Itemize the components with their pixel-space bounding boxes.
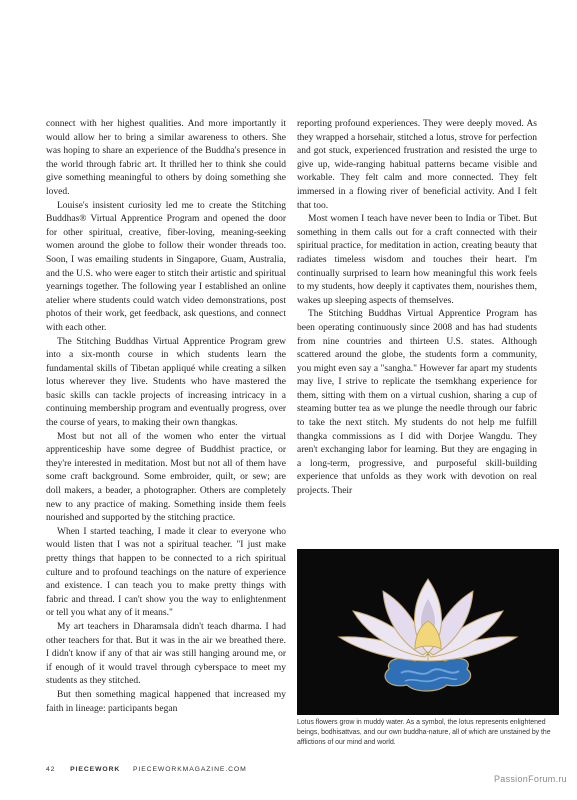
paragraph: Most women I teach have never been to India or Tibet. But something in them calls out for a craft connected with their spiritual practice, for meditation in action, creating beauty that radiates timeless wisdom and touches their heart. I'm continually surprised to learn how meaningful this work feels to my students, how deeply it captivates them, nourishes them, wakes up sleeping aspects of themselves. [297, 214, 537, 306]
paragraph: connect with her highest qualities. And more importantly it would allow her to bring a similar awareness to others. She was hoping to share an experience of the Buddha's presence in the world through fabric art. It thrilled her to think she could give something meaningful to others by doing something she loved. [46, 119, 286, 197]
page-number: 42 [46, 766, 56, 773]
magazine-name: PIECEWORK [70, 766, 121, 773]
paragraph: Louise's insistent curiosity led me to create the Stitching Buddhas® Virtual Apprentice Program and opened the door for other spiritual, creative, fiber-loving, meaning-seeking women around the globe to follow their wonder threads too. Soon, I was emailing students in Singapore, Guam, Australia, and the U.S. who were eager to stitch their artistic and spiritual yearnings together. The following year I established an online atelier where students could watch video demonstrations, post photos of their work, get feedback, ask questions, and connect with each other. [46, 200, 286, 333]
paragraph: The Stitching Buddhas Virtual Apprentice Program grew into a six-month course in which students learn the fundamental skills of Tibetan appliqué while creating a silken lotus wherever they live. Students who have mastered the basic skills can tackle projects of increasing intricacy in a continuing membership program and eventually progress, over the course of years, to making their own thangkas. [46, 336, 286, 429]
paragraph: When I started teaching, I made it clear to everyone who would listen that I was not a spiritual teacher. "I just make pretty things that happen to be connected to a rich spiritual culture and to profound teachings on the nature of experience and existence. I can teach you to make pretty things with fabric and thread. I can't show you the way to enlightenment or tell you what any of it means." [46, 526, 286, 619]
lotus-illustration [297, 549, 559, 715]
magazine-website: PIECEWORKMAGAZINE.COM [133, 766, 247, 773]
site-watermark: PassionForum.ru [493, 774, 567, 784]
article-column-left [46, 118, 286, 716]
paragraph: The Stitching Buddhas Virtual Apprentice Program has been operating continuously since 2008 and has had students from nine countries and thirteen U.S. states. Although scattered around the globe, the students form a community, you might even say a "sangha." However far apart my students may live, I strive to replicate the tsemkhang experience for them, sitting with them on a virtual cushion, sharing a cup of steaming butter tea as we plunge the needle through our fabric to take the next stitch. My students do not help me fulfill thangka commissions as I did with Dorjee Wangdu. They aren't exchanging labor for learning. But they are engaging in a long-term, progressive, and purposeful skill-building experience that unfolds as they work with devotion on real projects. Their [297, 309, 537, 497]
page-footer [46, 766, 247, 773]
article-column-right [297, 118, 537, 499]
paragraph: Most but not all of the women who enter the virtual apprenticeship have some degree of Buddhist practice, or they're interested in meditation. Most but not all of them have some craft background. Some embroider, quilt, or sew; are doll makers, a beader, a photographer. Others are completely new to any practice of making. Something inside them feels nourished and supported by the stitching practice. [46, 431, 286, 524]
paragraph: But then something magical happened that increased my faith in lineage: participants began [46, 689, 286, 714]
paragraph: reporting profound experiences. They were deeply moved. As they wrapped a horsehair, stitched a lotus, strove for perfection and got stuck, experienced frustration and resisted the urge to give up, wide-ranging habitual patterns became visible and workable. They felt calm and more connected. They felt immersed in a flowing river of beneficial activity. And I felt that too. [297, 119, 537, 211]
photo-caption: Lotus flowers grow in muddy water. As a symbol, the lotus represents enlightened beings, bodhisattvas, and our own buddha-nature, all of which are unstained by the afflictions of our mind and world. [297, 719, 551, 746]
lotus-photo [297, 549, 559, 715]
paragraph: My art teachers in Dharamsala didn't teach dharma. I had other teachers for that. But it was in the air we breathed there. I didn't know if any of that air was still hanging around me, or if enough of it would travel through cyberspace to meet my students as they stitched. [46, 621, 286, 687]
